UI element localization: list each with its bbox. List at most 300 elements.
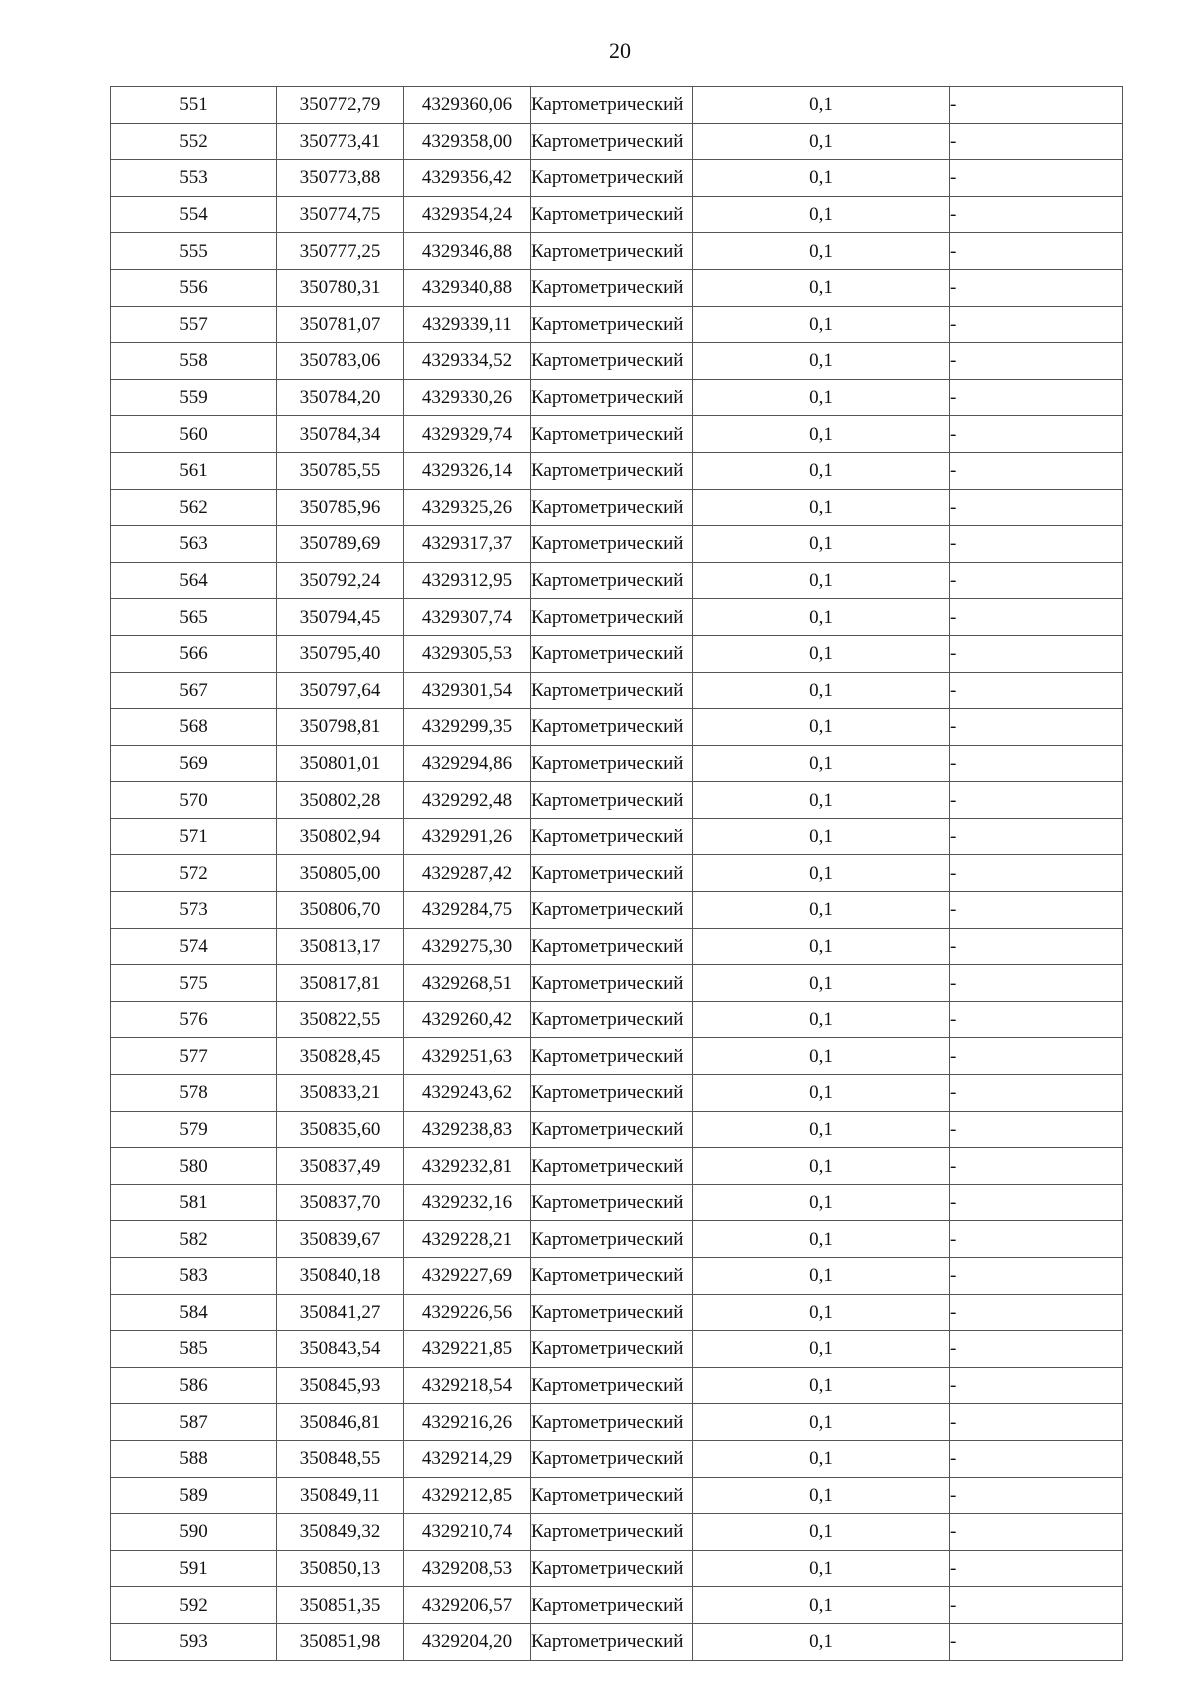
accuracy-cell: 0,1 — [693, 1148, 950, 1185]
point-number-cell: 553 — [111, 160, 277, 197]
point-number-cell: 569 — [111, 745, 277, 782]
point-number-cell: 572 — [111, 855, 277, 892]
y-coordinate-cell: 4329227,69 — [404, 1258, 531, 1295]
description-cell: - — [950, 599, 1123, 636]
y-coordinate-cell: 4329232,16 — [404, 1184, 531, 1221]
x-coordinate-cell: 350772,79 — [277, 87, 404, 124]
method-cell: Картометрический — [531, 965, 693, 1002]
y-coordinate-cell: 4329301,54 — [404, 672, 531, 709]
method-cell: Картометрический — [531, 745, 693, 782]
description-cell: - — [950, 1477, 1123, 1514]
y-coordinate-cell: 4329226,56 — [404, 1294, 531, 1331]
point-number-cell: 580 — [111, 1148, 277, 1185]
y-coordinate-cell: 4329228,21 — [404, 1221, 531, 1258]
description-cell: - — [950, 562, 1123, 599]
description-cell: - — [950, 233, 1123, 270]
point-number-cell: 586 — [111, 1367, 277, 1404]
description-cell: - — [950, 1367, 1123, 1404]
table-row — [111, 87, 1123, 124]
accuracy-cell: 0,1 — [693, 1001, 950, 1038]
method-cell: Картометрический — [531, 1331, 693, 1368]
description-cell: - — [950, 343, 1123, 380]
x-coordinate-cell: 350789,69 — [277, 526, 404, 563]
table-row — [111, 269, 1123, 306]
accuracy-cell: 0,1 — [693, 1038, 950, 1075]
y-coordinate-cell: 4329329,74 — [404, 416, 531, 453]
accuracy-cell: 0,1 — [693, 1367, 950, 1404]
description-cell: - — [950, 269, 1123, 306]
accuracy-cell: 0,1 — [693, 489, 950, 526]
point-number-cell: 593 — [111, 1623, 277, 1660]
method-cell: Картометрический — [531, 1587, 693, 1624]
y-coordinate-cell: 4329212,85 — [404, 1477, 531, 1514]
point-number-cell: 560 — [111, 416, 277, 453]
table-row — [111, 965, 1123, 1002]
description-cell: - — [950, 818, 1123, 855]
accuracy-cell: 0,1 — [693, 892, 950, 929]
y-coordinate-cell: 4329206,57 — [404, 1587, 531, 1624]
accuracy-cell: 0,1 — [693, 1623, 950, 1660]
x-coordinate-cell: 350794,45 — [277, 599, 404, 636]
description-cell: - — [950, 745, 1123, 782]
x-coordinate-cell: 350785,55 — [277, 452, 404, 489]
method-cell: Картометрический — [531, 233, 693, 270]
accuracy-cell: 0,1 — [693, 526, 950, 563]
y-coordinate-cell: 4329287,42 — [404, 855, 531, 892]
y-coordinate-cell: 4329317,37 — [404, 526, 531, 563]
table-row — [111, 489, 1123, 526]
x-coordinate-cell: 350792,24 — [277, 562, 404, 599]
table-row — [111, 1477, 1123, 1514]
description-cell: - — [950, 526, 1123, 563]
x-coordinate-cell: 350835,60 — [277, 1111, 404, 1148]
x-coordinate-cell: 350784,34 — [277, 416, 404, 453]
table-row — [111, 599, 1123, 636]
table-row — [111, 233, 1123, 270]
point-number-cell: 551 — [111, 87, 277, 124]
table-row — [111, 160, 1123, 197]
description-cell: - — [950, 855, 1123, 892]
coordinates-table — [110, 86, 1123, 1661]
accuracy-cell: 0,1 — [693, 965, 950, 1002]
method-cell: Картометрический — [531, 123, 693, 160]
table-row — [111, 343, 1123, 380]
accuracy-cell: 0,1 — [693, 416, 950, 453]
accuracy-cell: 0,1 — [693, 306, 950, 343]
method-cell: Картометрический — [531, 928, 693, 965]
table-row — [111, 1184, 1123, 1221]
description-cell: - — [950, 1440, 1123, 1477]
table-row — [111, 1111, 1123, 1148]
method-cell: Картометрический — [531, 306, 693, 343]
method-cell: Картометрический — [531, 635, 693, 672]
point-number-cell: 583 — [111, 1258, 277, 1295]
accuracy-cell: 0,1 — [693, 1221, 950, 1258]
accuracy-cell: 0,1 — [693, 1111, 950, 1148]
x-coordinate-cell: 350846,81 — [277, 1404, 404, 1441]
point-number-cell: 585 — [111, 1331, 277, 1368]
table-row — [111, 782, 1123, 819]
y-coordinate-cell: 4329305,53 — [404, 635, 531, 672]
description-cell: - — [950, 123, 1123, 160]
point-number-cell: 579 — [111, 1111, 277, 1148]
x-coordinate-cell: 350822,55 — [277, 1001, 404, 1038]
table-row — [111, 1514, 1123, 1551]
y-coordinate-cell: 4329307,74 — [404, 599, 531, 636]
y-coordinate-cell: 4329326,14 — [404, 452, 531, 489]
accuracy-cell: 0,1 — [693, 233, 950, 270]
y-coordinate-cell: 4329299,35 — [404, 709, 531, 746]
description-cell: - — [950, 1258, 1123, 1295]
accuracy-cell: 0,1 — [693, 160, 950, 197]
point-number-cell: 575 — [111, 965, 277, 1002]
description-cell: - — [950, 379, 1123, 416]
point-number-cell: 571 — [111, 818, 277, 855]
x-coordinate-cell: 350837,49 — [277, 1148, 404, 1185]
point-number-cell: 581 — [111, 1184, 277, 1221]
y-coordinate-cell: 4329260,42 — [404, 1001, 531, 1038]
method-cell: Картометрический — [531, 1514, 693, 1551]
table-row — [111, 818, 1123, 855]
y-coordinate-cell: 4329243,62 — [404, 1075, 531, 1112]
table-row — [111, 1367, 1123, 1404]
table-row — [111, 196, 1123, 233]
x-coordinate-cell: 350833,21 — [277, 1075, 404, 1112]
description-cell: - — [950, 452, 1123, 489]
x-coordinate-cell: 350850,13 — [277, 1550, 404, 1587]
x-coordinate-cell: 350828,45 — [277, 1038, 404, 1075]
y-coordinate-cell: 4329346,88 — [404, 233, 531, 270]
table-row — [111, 1331, 1123, 1368]
x-coordinate-cell: 350798,81 — [277, 709, 404, 746]
method-cell: Картометрический — [531, 1111, 693, 1148]
description-cell: - — [950, 306, 1123, 343]
table-row — [111, 123, 1123, 160]
x-coordinate-cell: 350773,88 — [277, 160, 404, 197]
accuracy-cell: 0,1 — [693, 1075, 950, 1112]
y-coordinate-cell: 4329216,26 — [404, 1404, 531, 1441]
point-number-cell: 592 — [111, 1587, 277, 1624]
x-coordinate-cell: 350802,28 — [277, 782, 404, 819]
point-number-cell: 562 — [111, 489, 277, 526]
y-coordinate-cell: 4329330,26 — [404, 379, 531, 416]
point-number-cell: 574 — [111, 928, 277, 965]
accuracy-cell: 0,1 — [693, 818, 950, 855]
x-coordinate-cell: 350783,06 — [277, 343, 404, 380]
y-coordinate-cell: 4329356,42 — [404, 160, 531, 197]
accuracy-cell: 0,1 — [693, 1258, 950, 1295]
x-coordinate-cell: 350777,25 — [277, 233, 404, 270]
point-number-cell: 591 — [111, 1550, 277, 1587]
description-cell: - — [950, 1294, 1123, 1331]
method-cell: Картометрический — [531, 1623, 693, 1660]
accuracy-cell: 0,1 — [693, 928, 950, 965]
x-coordinate-cell: 350781,07 — [277, 306, 404, 343]
table-row — [111, 562, 1123, 599]
x-coordinate-cell: 350785,96 — [277, 489, 404, 526]
table-row — [111, 1075, 1123, 1112]
description-cell: - — [950, 928, 1123, 965]
method-cell: Картометрический — [531, 379, 693, 416]
y-coordinate-cell: 4329208,53 — [404, 1550, 531, 1587]
method-cell: Картометрический — [531, 526, 693, 563]
description-cell: - — [950, 196, 1123, 233]
x-coordinate-cell: 350849,11 — [277, 1477, 404, 1514]
description-cell: - — [950, 160, 1123, 197]
y-coordinate-cell: 4329214,29 — [404, 1440, 531, 1477]
x-coordinate-cell: 350841,27 — [277, 1294, 404, 1331]
point-number-cell: 570 — [111, 782, 277, 819]
method-cell: Картометрический — [531, 562, 693, 599]
table-row — [111, 1294, 1123, 1331]
description-cell: - — [950, 1075, 1123, 1112]
method-cell: Картометрический — [531, 1550, 693, 1587]
accuracy-cell: 0,1 — [693, 745, 950, 782]
point-number-cell: 587 — [111, 1404, 277, 1441]
table-row — [111, 672, 1123, 709]
x-coordinate-cell: 350774,75 — [277, 196, 404, 233]
table-row — [111, 1587, 1123, 1624]
x-coordinate-cell: 350839,67 — [277, 1221, 404, 1258]
point-number-cell: 556 — [111, 269, 277, 306]
x-coordinate-cell: 350843,54 — [277, 1331, 404, 1368]
x-coordinate-cell: 350848,55 — [277, 1440, 404, 1477]
method-cell: Картометрический — [531, 452, 693, 489]
y-coordinate-cell: 4329340,88 — [404, 269, 531, 306]
point-number-cell: 557 — [111, 306, 277, 343]
point-number-cell: 561 — [111, 452, 277, 489]
point-number-cell: 566 — [111, 635, 277, 672]
y-coordinate-cell: 4329325,26 — [404, 489, 531, 526]
y-coordinate-cell: 4329232,81 — [404, 1148, 531, 1185]
method-cell: Картометрический — [531, 855, 693, 892]
y-coordinate-cell: 4329291,26 — [404, 818, 531, 855]
method-cell: Картометрический — [531, 1367, 693, 1404]
table-row — [111, 709, 1123, 746]
accuracy-cell: 0,1 — [693, 562, 950, 599]
accuracy-cell: 0,1 — [693, 1514, 950, 1551]
accuracy-cell: 0,1 — [693, 343, 950, 380]
table-row — [111, 1001, 1123, 1038]
table-row — [111, 1258, 1123, 1295]
y-coordinate-cell: 4329354,24 — [404, 196, 531, 233]
x-coordinate-cell: 350806,70 — [277, 892, 404, 929]
x-coordinate-cell: 350802,94 — [277, 818, 404, 855]
accuracy-cell: 0,1 — [693, 672, 950, 709]
method-cell: Картометрический — [531, 489, 693, 526]
accuracy-cell: 0,1 — [693, 1550, 950, 1587]
point-number-cell: 564 — [111, 562, 277, 599]
method-cell: Картометрический — [531, 196, 693, 233]
description-cell: - — [950, 1331, 1123, 1368]
accuracy-cell: 0,1 — [693, 1440, 950, 1477]
table-row — [111, 1550, 1123, 1587]
y-coordinate-cell: 4329334,52 — [404, 343, 531, 380]
method-cell: Картометрический — [531, 1001, 693, 1038]
y-coordinate-cell: 4329358,00 — [404, 123, 531, 160]
description-cell: - — [950, 1404, 1123, 1441]
accuracy-cell: 0,1 — [693, 1331, 950, 1368]
table-row — [111, 1404, 1123, 1441]
x-coordinate-cell: 350813,17 — [277, 928, 404, 965]
point-number-cell: 584 — [111, 1294, 277, 1331]
point-number-cell: 567 — [111, 672, 277, 709]
x-coordinate-cell: 350795,40 — [277, 635, 404, 672]
table-row — [111, 635, 1123, 672]
x-coordinate-cell: 350840,18 — [277, 1258, 404, 1295]
accuracy-cell: 0,1 — [693, 855, 950, 892]
description-cell: - — [950, 672, 1123, 709]
description-cell: - — [950, 416, 1123, 453]
point-number-cell: 563 — [111, 526, 277, 563]
accuracy-cell: 0,1 — [693, 269, 950, 306]
description-cell: - — [950, 1184, 1123, 1221]
coordinates-table-body — [111, 87, 1123, 1661]
y-coordinate-cell: 4329268,51 — [404, 965, 531, 1002]
description-cell: - — [950, 635, 1123, 672]
x-coordinate-cell: 350780,31 — [277, 269, 404, 306]
y-coordinate-cell: 4329339,11 — [404, 306, 531, 343]
point-number-cell: 578 — [111, 1075, 277, 1112]
table-row — [111, 1148, 1123, 1185]
point-number-cell: 568 — [111, 709, 277, 746]
description-cell: - — [950, 782, 1123, 819]
method-cell: Картометрический — [531, 672, 693, 709]
description-cell: - — [950, 1148, 1123, 1185]
accuracy-cell: 0,1 — [693, 1294, 950, 1331]
method-cell: Картометрический — [531, 818, 693, 855]
page-number: 20 — [609, 38, 631, 63]
table-row — [111, 1038, 1123, 1075]
point-number-cell: 582 — [111, 1221, 277, 1258]
table-row — [111, 1221, 1123, 1258]
y-coordinate-cell: 4329275,30 — [404, 928, 531, 965]
method-cell: Картометрический — [531, 343, 693, 380]
y-coordinate-cell: 4329292,48 — [404, 782, 531, 819]
method-cell: Картометрический — [531, 1038, 693, 1075]
accuracy-cell: 0,1 — [693, 782, 950, 819]
method-cell: Картометрический — [531, 1148, 693, 1185]
point-number-cell: 573 — [111, 892, 277, 929]
method-cell: Картометрический — [531, 1440, 693, 1477]
method-cell: Картометрический — [531, 1258, 693, 1295]
accuracy-cell: 0,1 — [693, 635, 950, 672]
method-cell: Картометрический — [531, 1075, 693, 1112]
description-cell: - — [950, 489, 1123, 526]
y-coordinate-cell: 4329204,20 — [404, 1623, 531, 1660]
y-coordinate-cell: 4329251,63 — [404, 1038, 531, 1075]
accuracy-cell: 0,1 — [693, 196, 950, 233]
table-row — [111, 892, 1123, 929]
method-cell: Картометрический — [531, 599, 693, 636]
point-number-cell: 576 — [111, 1001, 277, 1038]
x-coordinate-cell: 350817,81 — [277, 965, 404, 1002]
method-cell: Картометрический — [531, 892, 693, 929]
x-coordinate-cell: 350849,32 — [277, 1514, 404, 1551]
accuracy-cell: 0,1 — [693, 1404, 950, 1441]
x-coordinate-cell: 350837,70 — [277, 1184, 404, 1221]
accuracy-cell: 0,1 — [693, 709, 950, 746]
accuracy-cell: 0,1 — [693, 1477, 950, 1514]
point-number-cell: 558 — [111, 343, 277, 380]
description-cell: - — [950, 1001, 1123, 1038]
y-coordinate-cell: 4329238,83 — [404, 1111, 531, 1148]
point-number-cell: 559 — [111, 379, 277, 416]
table-row — [111, 452, 1123, 489]
x-coordinate-cell: 350805,00 — [277, 855, 404, 892]
y-coordinate-cell: 4329294,86 — [404, 745, 531, 782]
point-number-cell: 555 — [111, 233, 277, 270]
accuracy-cell: 0,1 — [693, 1184, 950, 1221]
description-cell: - — [950, 1587, 1123, 1624]
x-coordinate-cell: 350773,41 — [277, 123, 404, 160]
y-coordinate-cell: 4329312,95 — [404, 562, 531, 599]
x-coordinate-cell: 350845,93 — [277, 1367, 404, 1404]
y-coordinate-cell: 4329284,75 — [404, 892, 531, 929]
description-cell: - — [950, 1221, 1123, 1258]
description-cell: - — [950, 709, 1123, 746]
x-coordinate-cell: 350801,01 — [277, 745, 404, 782]
method-cell: Картометрический — [531, 1221, 693, 1258]
description-cell: - — [950, 1514, 1123, 1551]
method-cell: Картометрический — [531, 1184, 693, 1221]
table-row — [111, 1440, 1123, 1477]
accuracy-cell: 0,1 — [693, 452, 950, 489]
point-number-cell: 589 — [111, 1477, 277, 1514]
description-cell: - — [950, 87, 1123, 124]
description-cell: - — [950, 1550, 1123, 1587]
table-row — [111, 928, 1123, 965]
point-number-cell: 565 — [111, 599, 277, 636]
table-row — [111, 745, 1123, 782]
accuracy-cell: 0,1 — [693, 123, 950, 160]
table-row — [111, 1623, 1123, 1660]
point-number-cell: 577 — [111, 1038, 277, 1075]
method-cell: Картометрический — [531, 416, 693, 453]
method-cell: Картометрический — [531, 782, 693, 819]
method-cell: Картометрический — [531, 709, 693, 746]
accuracy-cell: 0,1 — [693, 599, 950, 636]
description-cell: - — [950, 1623, 1123, 1660]
table-row — [111, 526, 1123, 563]
y-coordinate-cell: 4329210,74 — [404, 1514, 531, 1551]
method-cell: Картометрический — [531, 1404, 693, 1441]
point-number-cell: 552 — [111, 123, 277, 160]
y-coordinate-cell: 4329221,85 — [404, 1331, 531, 1368]
y-coordinate-cell: 4329218,54 — [404, 1367, 531, 1404]
x-coordinate-cell: 350851,98 — [277, 1623, 404, 1660]
point-number-cell: 554 — [111, 196, 277, 233]
x-coordinate-cell: 350851,35 — [277, 1587, 404, 1624]
method-cell: Картометрический — [531, 1294, 693, 1331]
table-row — [111, 855, 1123, 892]
description-cell: - — [950, 965, 1123, 1002]
accuracy-cell: 0,1 — [693, 379, 950, 416]
description-cell: - — [950, 1111, 1123, 1148]
table-row — [111, 306, 1123, 343]
table-row — [111, 416, 1123, 453]
x-coordinate-cell: 350797,64 — [277, 672, 404, 709]
table-row — [111, 379, 1123, 416]
accuracy-cell: 0,1 — [693, 1587, 950, 1624]
method-cell: Картометрический — [531, 1477, 693, 1514]
y-coordinate-cell: 4329360,06 — [404, 87, 531, 124]
point-number-cell: 590 — [111, 1514, 277, 1551]
description-cell: - — [950, 1038, 1123, 1075]
method-cell: Картометрический — [531, 269, 693, 306]
accuracy-cell: 0,1 — [693, 87, 950, 124]
x-coordinate-cell: 350784,20 — [277, 379, 404, 416]
